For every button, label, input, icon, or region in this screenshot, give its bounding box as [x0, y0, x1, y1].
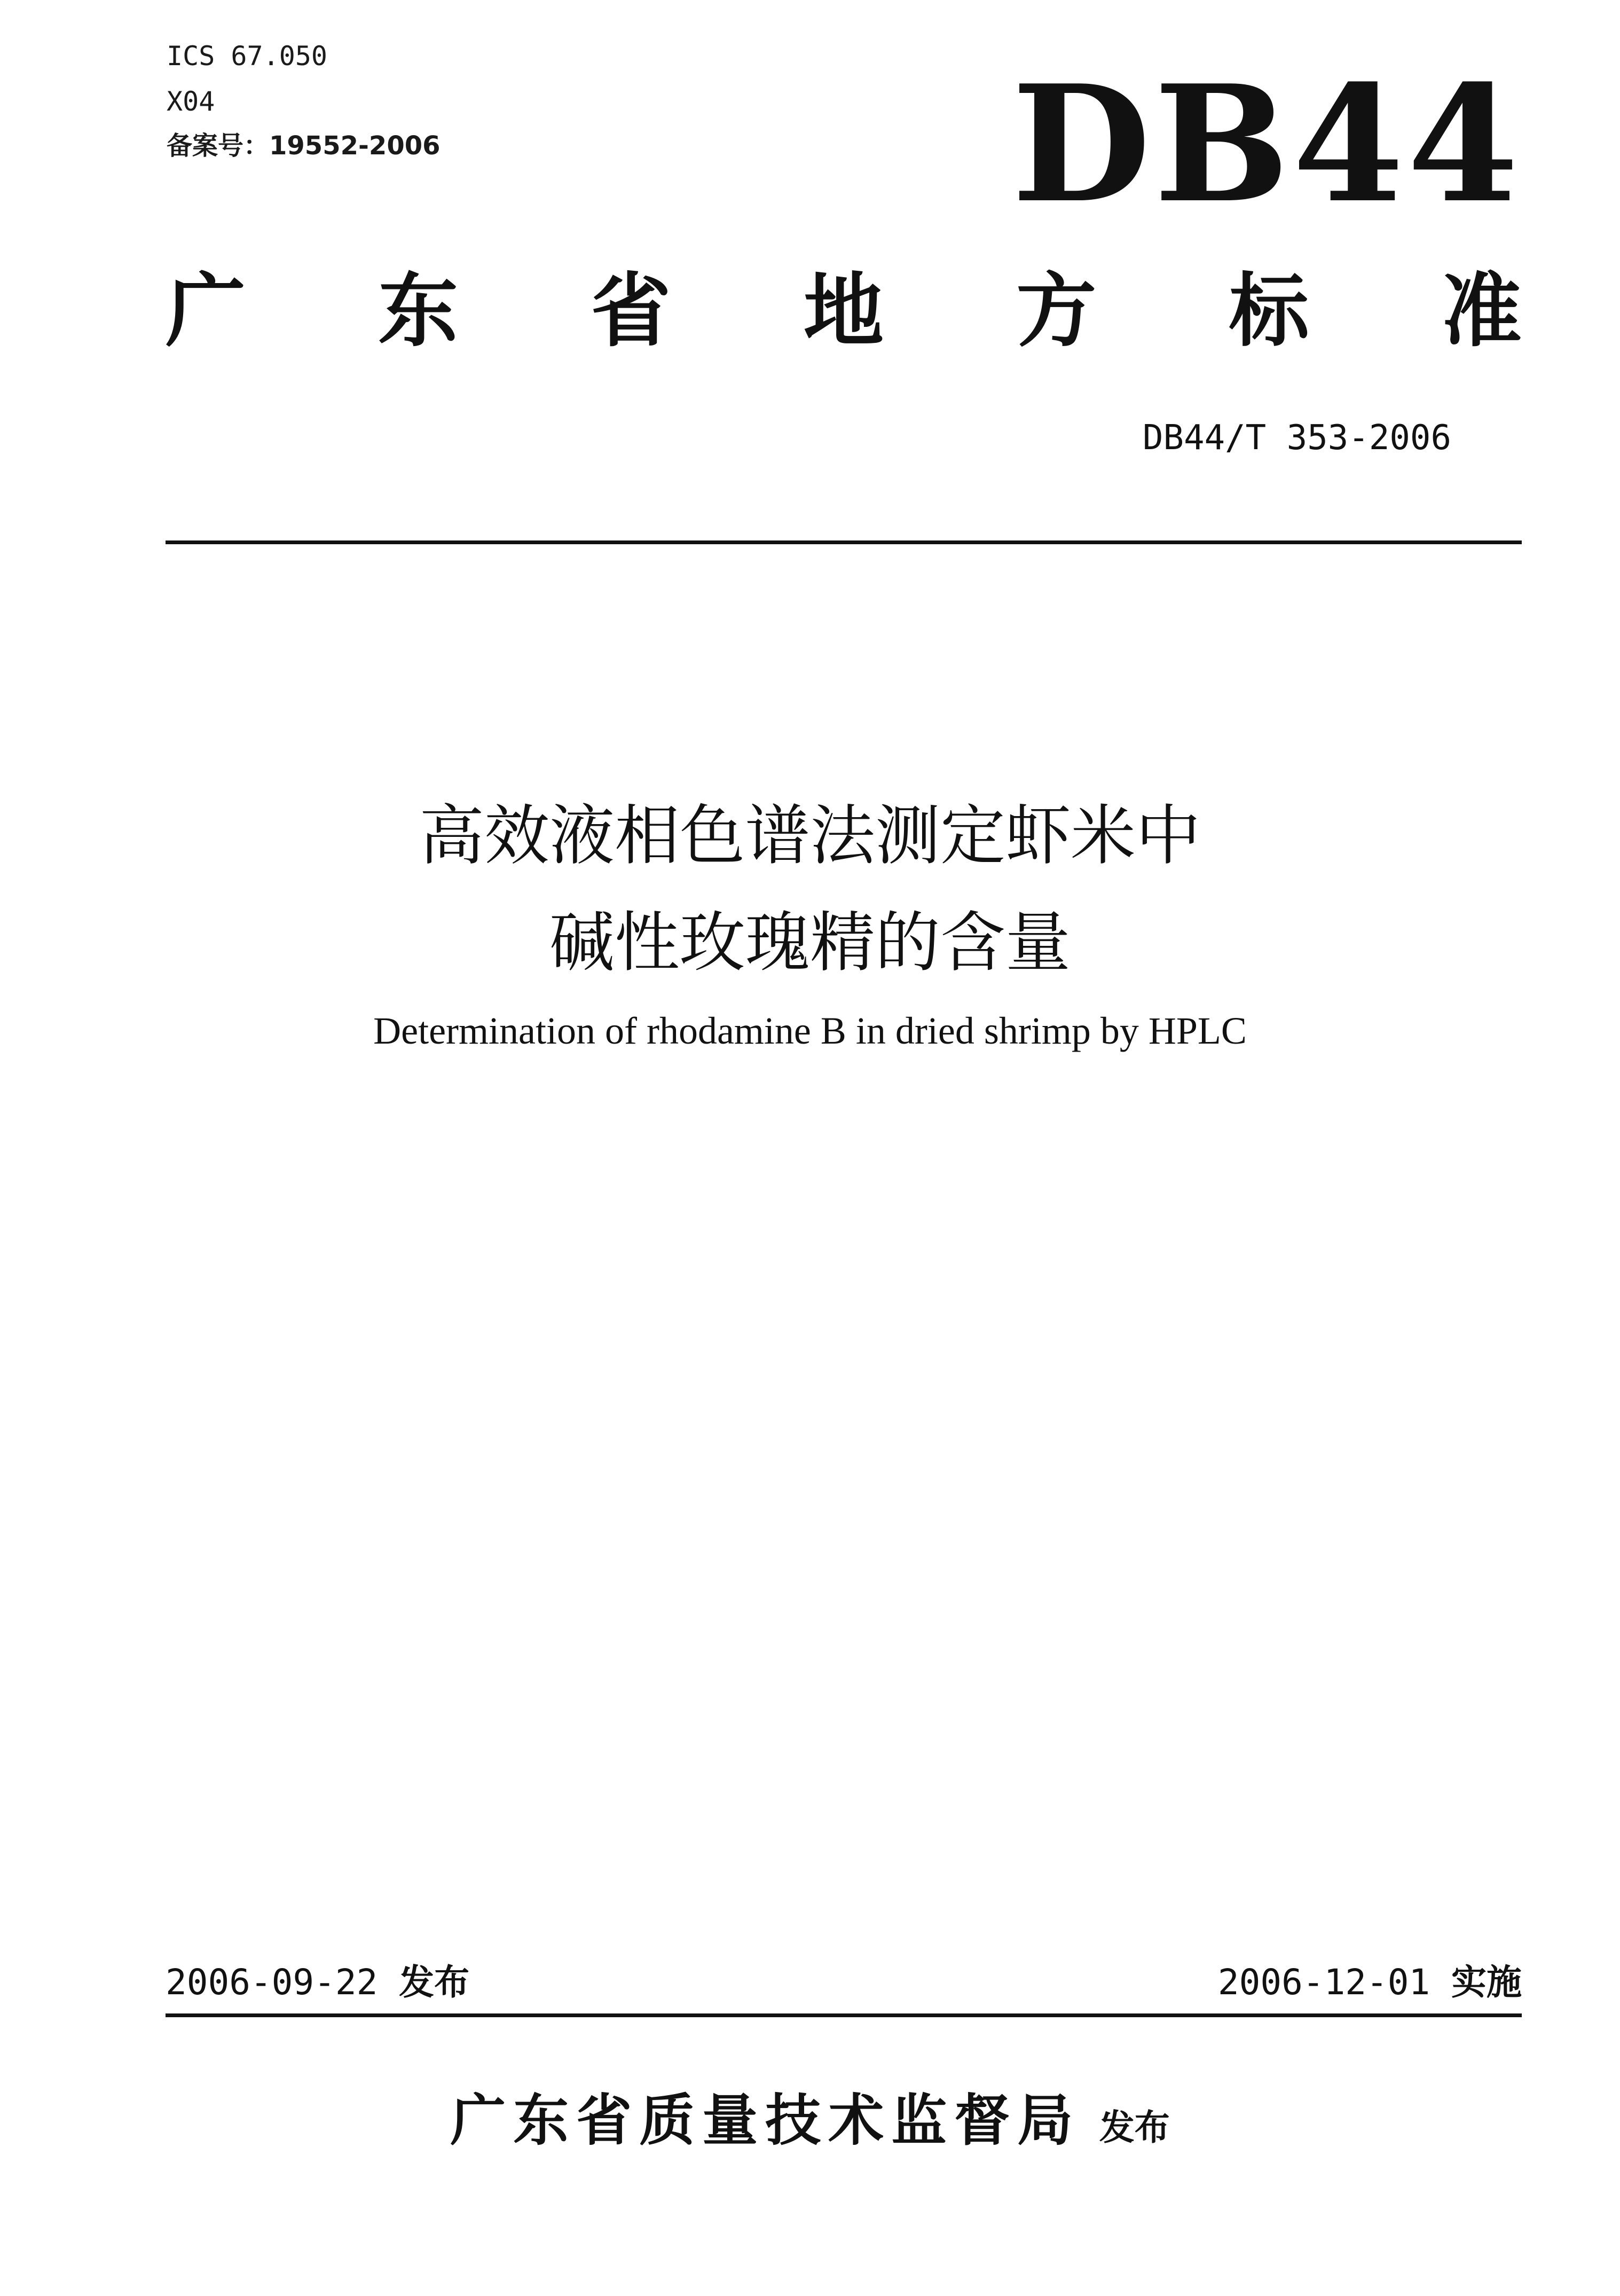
record-number: 备案号：19552-2006 [167, 131, 441, 161]
issue-date-value: 2006-09-22 [166, 1962, 378, 2003]
issue-date [166, 1961, 469, 2004]
implementation-date-label: 实施 [1451, 1962, 1522, 2003]
implementation-date-value: 2006-12-01 [1217, 1962, 1430, 2003]
banner-char: 方 [1016, 264, 1097, 358]
implementation-date [1218, 1961, 1522, 2004]
title-english: Determination of rhodamine B in dried shrimp by HPLC [373, 1009, 1247, 1052]
top-divider [166, 540, 1522, 544]
title-chinese-line-2: 碱性玫瑰精的含量 [549, 905, 1071, 981]
authority-suffix: 发布 [1099, 2107, 1170, 2148]
bottom-divider [166, 2013, 1522, 2017]
issue-date-label: 发布 [399, 1962, 470, 2003]
banner-char: 省 [591, 264, 671, 358]
ics-code: ICS 67.050 [167, 41, 328, 72]
banner-char: 地 [803, 264, 884, 358]
authority-name: 广东省质量技术监督局 [450, 2087, 1081, 2153]
standard-type-banner [166, 264, 1522, 358]
db-code-logo: DB44 [1012, 50, 1522, 238]
banner-char: 东 [378, 264, 459, 358]
banner-char: 准 [1441, 264, 1522, 358]
title-chinese-line-1: 高效液相色谱法测定虾米中 [419, 798, 1201, 874]
banner-char: 广 [166, 264, 246, 358]
standard-number: DB44/T 353-2006 [1143, 418, 1451, 458]
classification-code: X04 [167, 86, 215, 117]
issuing-authority [0, 2086, 1620, 2162]
banner-char: 标 [1229, 264, 1309, 358]
